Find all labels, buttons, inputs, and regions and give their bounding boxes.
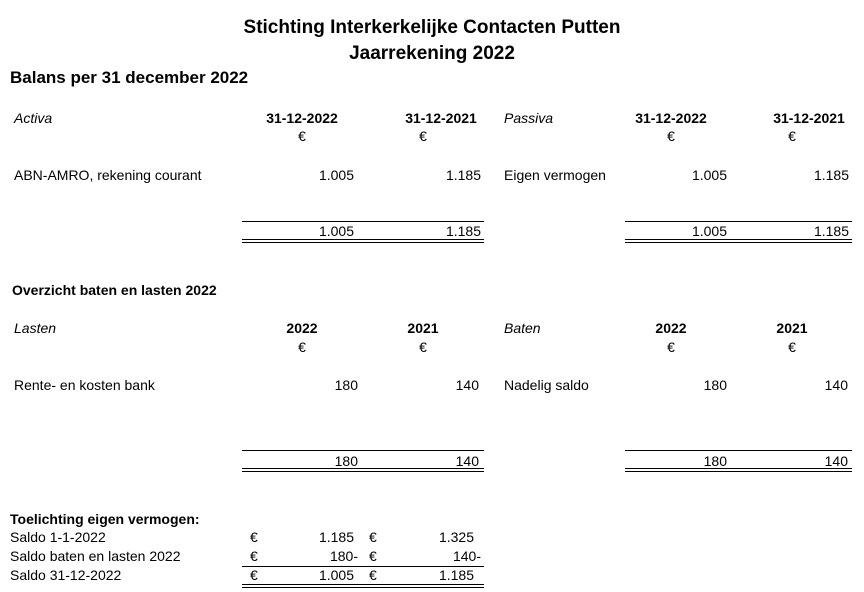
equity-row-label: Saldo 31-12-2022: [10, 567, 122, 583]
lasten-total-topline: [242, 450, 484, 451]
baten-row-value-2022: 180: [703, 377, 727, 393]
baten-col1-header: 2022: [655, 320, 687, 336]
activa-col2-currency: €: [419, 128, 427, 144]
passiva-col2-header: 31-12-2021: [773, 110, 845, 126]
equity-row-currency: €: [250, 529, 258, 545]
lasten-col1-currency: €: [298, 339, 306, 355]
balance-heading: Balans per 31 december 2022: [10, 68, 249, 87]
equity-row-currency: €: [369, 567, 377, 583]
lasten-total-2022: 180: [334, 453, 358, 469]
document-subtitle: Jaarrekening 2022: [349, 43, 515, 64]
passiva-col1-currency: €: [667, 128, 675, 144]
passiva-row-value-2021: 1.185: [813, 167, 849, 183]
activa-row-value-2022: 1.005: [318, 167, 354, 183]
activa-total-topline: [242, 221, 484, 222]
activa-label: Activa: [14, 110, 53, 126]
baten-row-value-2021: 140: [824, 377, 848, 393]
equity-total-double-line-2: [242, 587, 484, 588]
passiva-total-2021: 1.185: [813, 223, 849, 239]
baten-total-2021: 140: [824, 453, 848, 469]
baten-total-topline: [625, 450, 852, 451]
lasten-total-double-line-1: [242, 468, 484, 469]
lasten-label: Lasten: [14, 320, 57, 336]
equity-row-value-1: 1.185: [318, 529, 354, 545]
passiva-label: Passiva: [504, 110, 554, 126]
equity-row-value-2: 1.185: [438, 567, 474, 583]
lasten-col2-currency: €: [419, 339, 427, 355]
passiva-total-double-line-2: [625, 242, 852, 243]
lasten-col1-header: 2022: [286, 320, 318, 336]
passiva-col2-currency: €: [788, 128, 796, 144]
equity-row-currency: €: [369, 548, 377, 564]
activa-total-double-line-2: [242, 242, 484, 243]
passiva-total-double-line-1: [625, 239, 852, 240]
passiva-row-value-2022: 1.005: [691, 167, 727, 183]
baten-col1-currency: €: [667, 339, 675, 355]
equity-note-heading: Toelichting eigen vermogen:: [10, 511, 200, 527]
equity-row-value-1: 180-: [329, 548, 358, 564]
equity-row-value-2: 140-: [452, 548, 481, 564]
equity-row-label: Saldo baten en lasten 2022: [10, 548, 181, 564]
activa-col2-header: 31-12-2021: [405, 110, 477, 126]
equity-row-label: Saldo 1-1-2022: [10, 529, 106, 545]
baten-total-double-line-2: [625, 471, 852, 472]
passiva-row-label: Eigen vermogen: [504, 167, 606, 183]
baten-total-2022: 180: [703, 453, 727, 469]
baten-col2-header: 2021: [776, 320, 808, 336]
lasten-total-2021: 140: [455, 453, 479, 469]
activa-total-double-line-1: [242, 239, 484, 240]
equity-total-double-line-1: [242, 584, 484, 585]
equity-row-currency: €: [250, 567, 258, 583]
passiva-col1-header: 31-12-2022: [635, 110, 707, 126]
baten-row-label: Nadelig saldo: [504, 377, 589, 393]
equity-row-value-2: 1.325: [438, 529, 474, 545]
lasten-total-double-line-2: [242, 471, 484, 472]
document-title: Stichting Interkerkelijke Contacten Putten: [243, 17, 621, 38]
passiva-total-2022: 1.005: [691, 223, 727, 239]
lasten-col2-header: 2021: [407, 320, 439, 336]
activa-col1-header: 31-12-2022: [266, 110, 338, 126]
activa-col1-currency: €: [298, 128, 306, 144]
lasten-row-value-2022: 180: [334, 377, 358, 393]
equity-row-currency: €: [250, 548, 258, 564]
lasten-row-label: Rente- en kosten bank: [14, 377, 155, 393]
income-heading: Overzicht baten en lasten 2022: [12, 282, 217, 298]
activa-total-2022: 1.005: [318, 223, 354, 239]
equity-row-currency: €: [369, 529, 377, 545]
passiva-total-topline: [625, 221, 852, 222]
activa-row-label: ABN-AMRO, rekening courant: [14, 167, 202, 183]
baten-col2-currency: €: [788, 339, 796, 355]
activa-row-value-2021: 1.185: [445, 167, 481, 183]
equity-row-value-1: 1.005: [318, 567, 354, 583]
baten-label: Baten: [504, 320, 541, 336]
lasten-row-value-2021: 140: [455, 377, 479, 393]
activa-total-2021: 1.185: [445, 223, 481, 239]
baten-total-double-line-1: [625, 468, 852, 469]
